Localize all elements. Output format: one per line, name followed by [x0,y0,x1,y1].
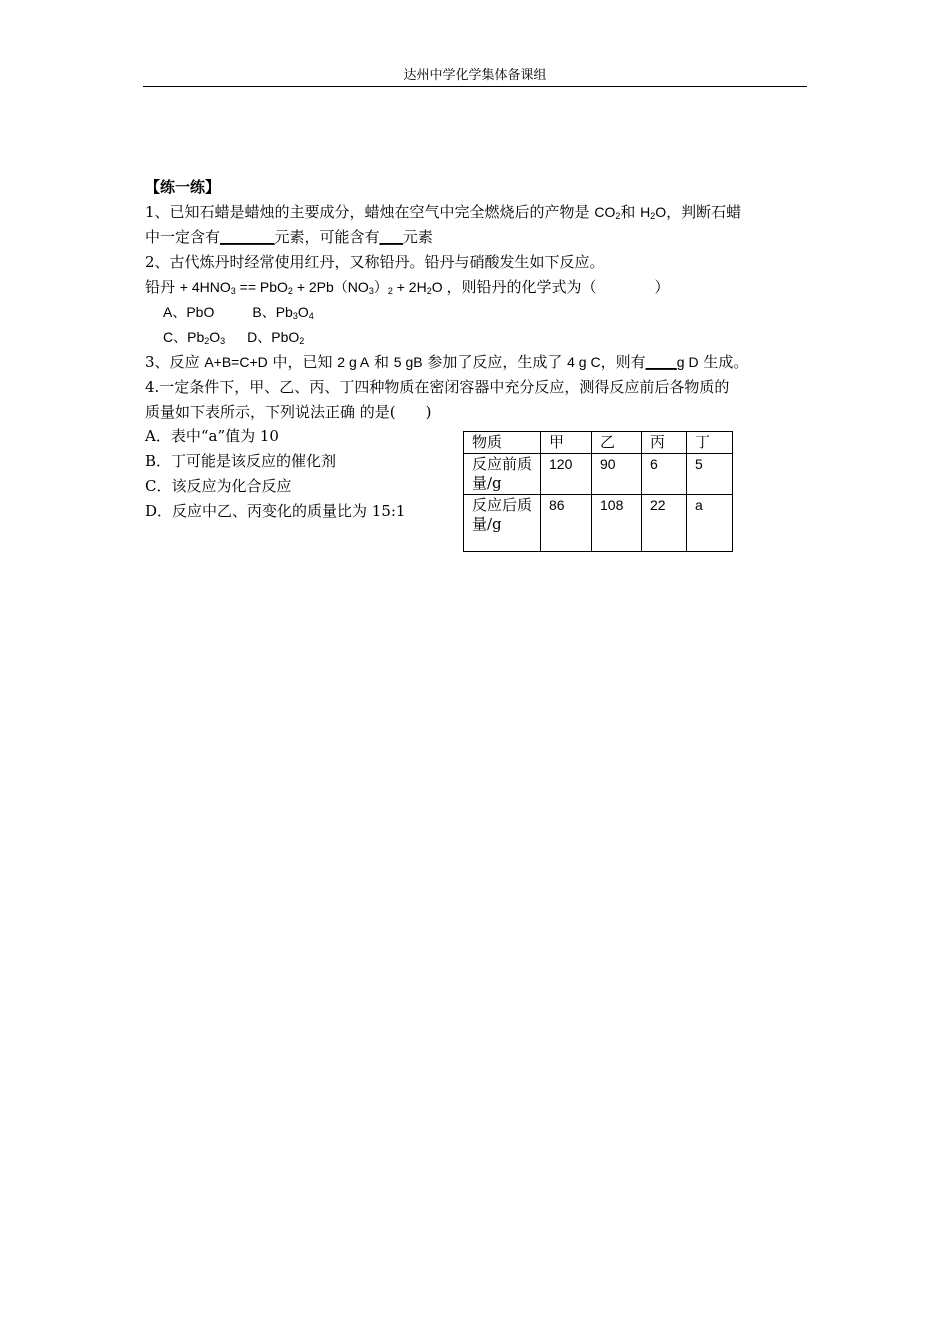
h2o-formula: $H_2O$ [640,204,667,221]
table-cell: 108 [592,495,642,552]
q2-line1: 2、古代炼丹时经常使用红丹，又称铅丹。铅丹与硝酸发生如下反应。 [145,253,605,271]
table-cell: 反应后质量/g [464,495,541,552]
q4-line2: 质量如下表所示，下列说法正确 的是( ) [145,403,432,421]
table-cell: 90 [592,454,642,495]
mass-table [463,431,733,552]
table-cell: a [687,495,733,552]
table-header-cell: 丙 [642,432,687,454]
table-cell: 22 [642,495,687,552]
section-title: 【练一练】 [145,178,221,196]
table-row [464,454,733,495]
option-a[interactable]: A、PbO [163,304,215,320]
table-header-cell: 丁 [687,432,733,454]
table-cell: 120 [541,454,592,495]
option-d[interactable]: D、PbO$_2$ [247,329,305,346]
page-header: 达州中学化学集体备课组 [143,66,807,87]
table-cell: 6 [642,454,687,495]
q4-option-a[interactable]: A．表中“a”值为 10 [145,427,279,445]
table-header-cell: 乙 [592,432,642,454]
answer-blank[interactable]: ___ [379,229,403,245]
q4-line1: 4.一定条件下，甲、乙、丙、丁四种物质在密闭容器中充分反应，测得反应前后各物质的 [145,378,730,396]
answer-blank[interactable]: ____ [645,354,677,370]
option-c[interactable]: C、$Pb_2O_3$ [163,329,226,346]
q4-option-b[interactable]: B．丁可能是该反应的催化剂 [145,452,337,470]
q1-text: 1、已知石蜡是蜡烛的主要成分，蜡烛在空气中完全燃烧后的产物是 [145,203,595,221]
table-header-row [464,432,733,454]
q2-equation: 铅丹 + $4HNO_3 == PbO_2 + 2Pb(NO_3)_2 + 2H_2O$ ，则铅丹的化学式为（ ） [145,278,670,296]
table-cell: 反应前质量/g [464,454,541,495]
q4-option-c[interactable]: C．该反应为化合反应 [145,477,292,495]
table-row [464,495,733,552]
table-cell: 86 [541,495,592,552]
option-b[interactable]: B、$Pb_3O_4$ [252,304,314,321]
q4-options [145,424,405,524]
table-header-cell: 物质 [464,432,541,454]
q1-line2: 中一定含有_______元素，可能含有___元素 [145,228,433,246]
q2-options-ab [145,300,807,325]
co2-formula: $CO_2$ [594,204,621,221]
exercise-content [145,175,807,425]
q2-options-cd [145,325,807,350]
chemical-equation: + $4HNO_3 == PbO_2 + 2Pb(NO_3)_2 + 2H_2O$ [179,279,447,296]
table-cell: 5 [687,454,733,495]
answer-blank[interactable]: _______ [220,229,275,245]
table-header-cell: 甲 [541,432,592,454]
q3-line: 3、反应 A+B=C+D 中，已知 2 g A 和 5 gB 参加了反应，生成了 4 g C，则有____g D 生成。 [145,353,749,371]
q4-option-d[interactable]: D．反应中乙、丙变化的质量比为 15:1 [145,502,406,520]
q1-line1: 1、已知石蜡是蜡烛的主要成分，蜡烛在空气中完全燃烧后的产物是 $CO_2$和 $H_2O$，判断石蜡 [145,203,742,221]
